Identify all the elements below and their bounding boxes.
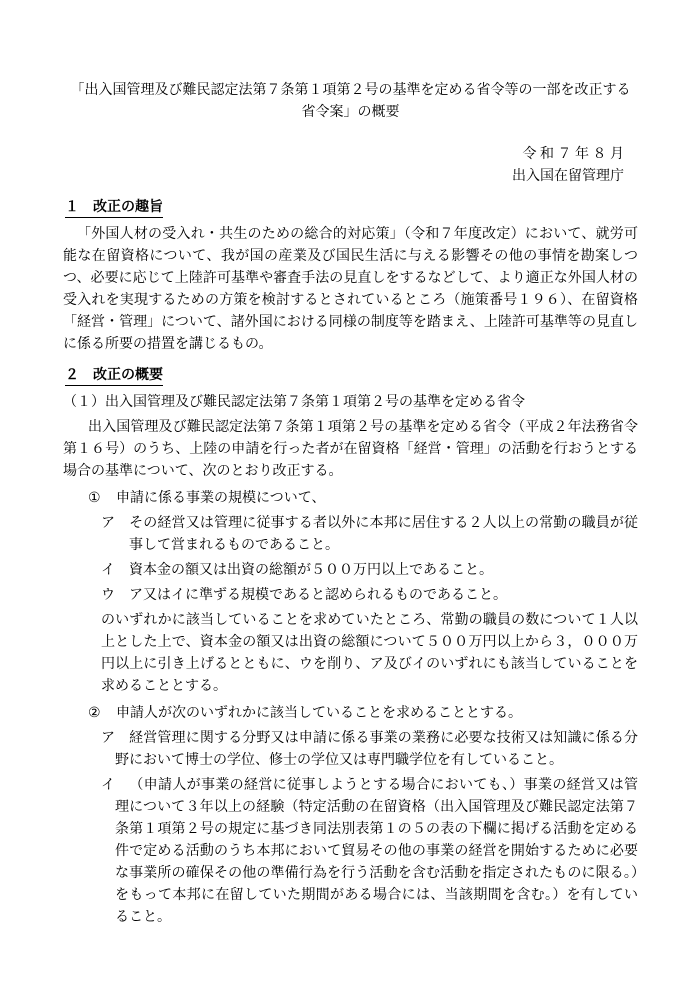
- point-2-sub-i-label: イ: [101, 778, 115, 793]
- point-1-sub-a-label: ア: [101, 516, 115, 531]
- item-1-title: 出入国管理及び難民認定法第７条第１項第２号の基準を定める省令: [105, 395, 525, 410]
- point-1-sub-i-label: イ: [101, 563, 115, 578]
- point-1-sub-u-text: ア又はイに準ずる規模であると認められるものであること。: [129, 588, 507, 603]
- point-1-sub-u-label: ウ: [101, 588, 115, 603]
- point-1-sub-a-text: その経営又は管理に従事する者以外に本邦に居住する２人以上の常勤の職員が従事して営まれるものであること。: [129, 516, 638, 553]
- section-1-heading: [65, 197, 638, 219]
- point-2-sub-a: [63, 728, 638, 772]
- point-2-sub-a-label: ア: [101, 731, 115, 746]
- point-1-text: 申請に係る事業の規模について、: [116, 491, 326, 506]
- item-1-intro-paragraph: 出入国管理及び難民認定法第７条第１項第２号の基準を定める省令（平成２年法務省令第１６号）のうち、上陸の申請を行った者が在留資格「経営・管理」の活動を行おうとする場合の基準について、次のとおり改正する。: [63, 420, 638, 479]
- point-2-sub-a-text: 経営管理に関する分野又は申請に係る事業の業務に必要な技術又は知識に係る分野において博士の学位、修士の学位又は専門職学位を有していること。: [115, 731, 638, 768]
- item-1-line: [63, 392, 638, 414]
- section-1-paragraph: 「外国人材の受入れ・共生のための総合的対応策」（令和７年度改定）において、就労可能な在留資格について、我が国の産業及び国民生活に与える影響その他の事情を勘案しつつ、必要に応じて上陸許可基準や審査手法の見直しをするなどして、より適正な外国人材の受入れを実現するための方策を検討するとされているところ（施策番号１９６）、在留資格「経営・管理」について、諸外国における同様の制度等を踏まえ、上陸許可基準等の見直しに係る所要の措置を講じるもの。: [63, 227, 638, 352]
- item-1-label: （１）: [63, 395, 105, 410]
- point-2-number: ②: [88, 706, 101, 721]
- section-1-heading-text: １ 改正の趣旨: [65, 200, 163, 218]
- document-agency: 出入国在留管理庁: [512, 169, 624, 184]
- point-2-sub-i: [63, 775, 638, 929]
- point-1-line: [63, 488, 638, 510]
- point-2-line: [63, 703, 638, 725]
- section-2-heading-text: ２ 改正の概要: [65, 368, 163, 386]
- point-1-sub-i: [63, 560, 638, 582]
- point-2-text: 申請人が次のいずれかに該当していることを求めることとする。: [116, 706, 522, 721]
- title-line-2: 省令案」の概要: [301, 105, 400, 120]
- point-1-conclusion: のいずれかに該当していることを求めていたところ、常勤の職員の数について１人以上とした上で、資本金の額又は出資の総額について５００万円以上から３，０００万円以上に引き上げるとともに、ウを削り、ア及びイのいずれにも該当していることを求めることとする。: [101, 613, 638, 694]
- section-2-heading: [65, 365, 638, 387]
- document-meta: [63, 144, 638, 188]
- point-1-sub-a: [63, 513, 638, 557]
- point-1-sub-u: [63, 585, 638, 607]
- document-date: 令 和 ７ 年 ８ 月: [522, 147, 624, 162]
- document-title: [63, 80, 638, 124]
- point-2-sub-i-text: （申請人が事業の経営に従事しようとする場合においても、）事業の経営又は管理について３年以上の経験（特定活動の在留資格（出入国管理及び難民認定法第７条第１項第２号の規定に基づき同法別表第１の５の表の下欄に掲げる活動を定める件で定める活動のうち本邦において貿易その他の事業の経営を開始するために必要な事業所の確保その他の準備行為を行う活動を含む活動を指定されたものに限る。）をもって本邦に在留していた期間がある場合には、当該期間を含む。）を有していること。: [115, 778, 638, 925]
- title-line-1: 「出入国管理及び難民認定法第７条第１項第２号の基準を定める省令等の一部を改正する: [70, 83, 631, 98]
- point-1-sub-i-text: 資本金の額又は出資の総額が５００万円以上であること。: [129, 563, 493, 578]
- point-1-number: ①: [88, 491, 101, 506]
